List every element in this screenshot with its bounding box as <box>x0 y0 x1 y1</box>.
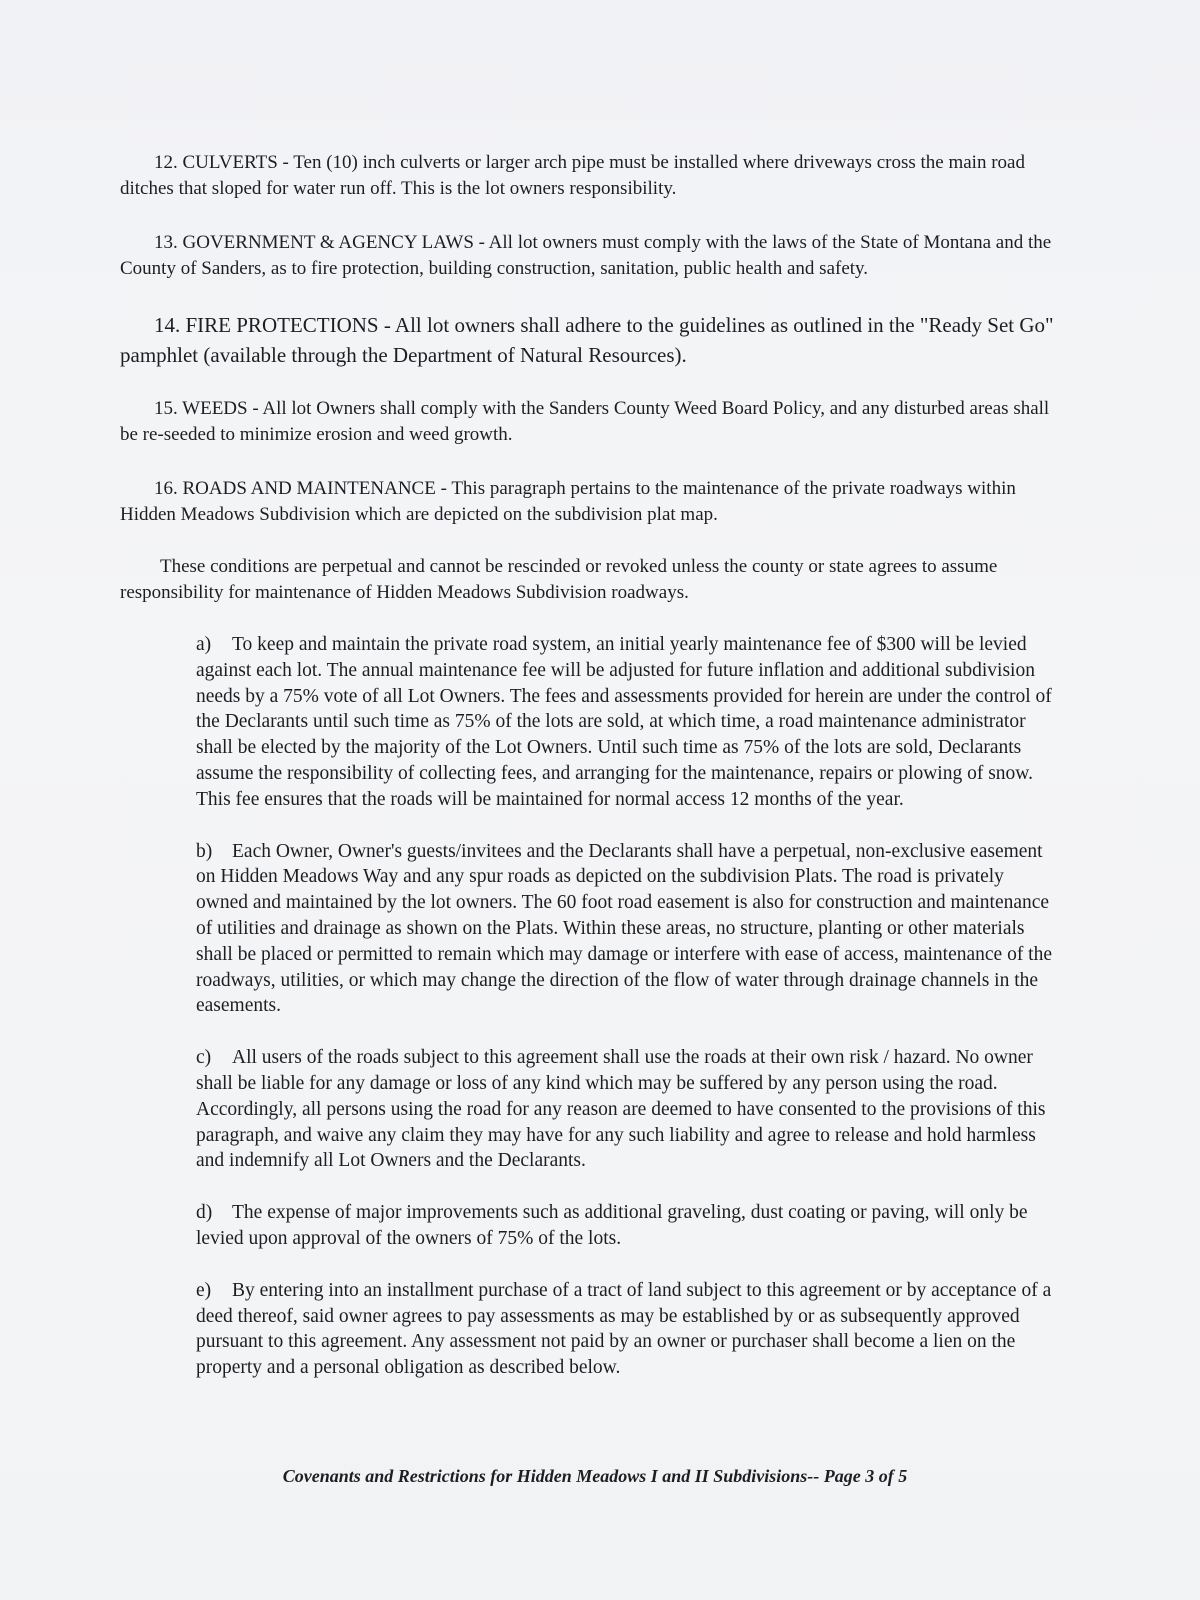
subitem-marker: c) <box>196 1047 212 1069</box>
paragraph-fire-protections: 14. FIRE PROTECTIONS - All lot owners shall adhere to the guidelines as outlined in the "Ready Set Go" pamphlet (available through the Department of Natural Resources). <box>120 313 1054 367</box>
footer-text: Covenants and Restrictions for Hidden Meadows I and II Subdivisions-- Page 3 of 5 <box>282 1466 908 1486</box>
paragraph-government-laws: 13. GOVERNMENT & AGENCY LAWS - All lot owners must comply with the laws of the State of Montana and the County of Sanders, as to fire protection, building construction, sanitation, public health and safety. <box>120 232 1052 279</box>
subitem-d <box>196 1200 1060 1252</box>
page-footer <box>0 1466 1200 1487</box>
subitem-text: The expense of major improvements such as additional graveling, dust coating or paving, will only be levied upon approval of the owners of 75% of the lots. <box>196 1202 1028 1249</box>
paragraph-weeds: 15. WEEDS - All lot Owners shall comply with the Sanders County Weed Board Policy, and any disturbed areas shall be re-seeded to minimize erosion and weed growth. <box>120 398 1050 445</box>
subitem-text: By entering into an installment purchase of a tract of land subject to this agreement or by acceptance of a deed thereof, said owner agrees to pay assessments as may be established by or as subsequently approved pursuant to this agreement. Any assessment not paid by an owner or purchaser shall become a lien on the property and a personal obligation as described below. <box>196 1279 1052 1379</box>
subitem-marker: d) <box>196 1202 213 1224</box>
subitem-e <box>196 1278 1060 1381</box>
subitem-text: To keep and maintain the private road system, an initial yearly maintenance fee of $300 will be levied against each lot. The annual maintenance fee will be adjusted for future inflation and additional subdivision needs by a 75% vote of all Lot Owners. The fees and assessments provided for herein are under the control of the Declarants until such time as 75% of the lots are sold, at which time, a road maintenance administrator shall be elected by the majority of the Lot Owners. Until such time as 75% of the lots are sold, Declarants assume the responsibility of collecting fees, and arranging for the maintenance, repairs or plowing of snow. This fee ensures that the roads will be maintained for normal access 12 months of the year. <box>196 634 1052 810</box>
paragraph-roads-maintenance: 16. ROADS AND MAINTENANCE - This paragraph pertains to the maintenance of the private roadways within Hidden Meadows Subdivision which are depicted on the subdivision plat map. <box>120 478 1016 525</box>
paragraph-culverts: 12. CULVERTS - Ten (10) inch culverts or larger arch pipe must be installed where driveways cross the main road ditches that sloped for water run off. This is the lot owners responsibility. <box>120 152 1025 199</box>
paragraph-conditions: These conditions are perpetual and cannot be rescinded or revoked unless the county or state agrees to assume responsibility for maintenance of Hidden Meadows Subdivision roadways. <box>120 556 998 603</box>
subitem-text: All users of the roads subject to this agreement shall use the roads at their own risk / hazard. No owner shall be liable for any damage or loss of any kind which may be suffered by any person using the road. Accordingly, all persons using the road for any reason are deemed to have consented to the provisions of this paragraph, and waive any claim they may have for any such liability and agree to release and hold harmless and indemnify all Lot Owners and the Declarants. <box>196 1047 1046 1172</box>
subitem-c <box>196 1045 1060 1174</box>
subitem-marker: e) <box>196 1279 212 1301</box>
document-body <box>120 150 1060 1381</box>
subitem-marker: b) <box>196 840 213 862</box>
subitem-marker: a) <box>196 634 212 655</box>
subitem-b <box>196 839 1060 1020</box>
subitem-text: Each Owner, Owner's guests/invitees and the Declarants shall have a perpetual, non-exclusive easement on Hidden Meadows Way and any spur roads as depicted on the subdivision Plats. The road is privately owned and maintained by the lot owners. The 60 foot road easement is also for construction and maintenance of utilities and drainage as shown on the Plats. Within these areas, no structure, planting or other materials shall be placed or permitted to remain which may damage or interfere with ease of access, maintenance of the roadways, utilities, or which may change the direction of the flow of water through drainage channels in the easements. <box>196 840 1053 1017</box>
subitem-a <box>196 632 1060 813</box>
